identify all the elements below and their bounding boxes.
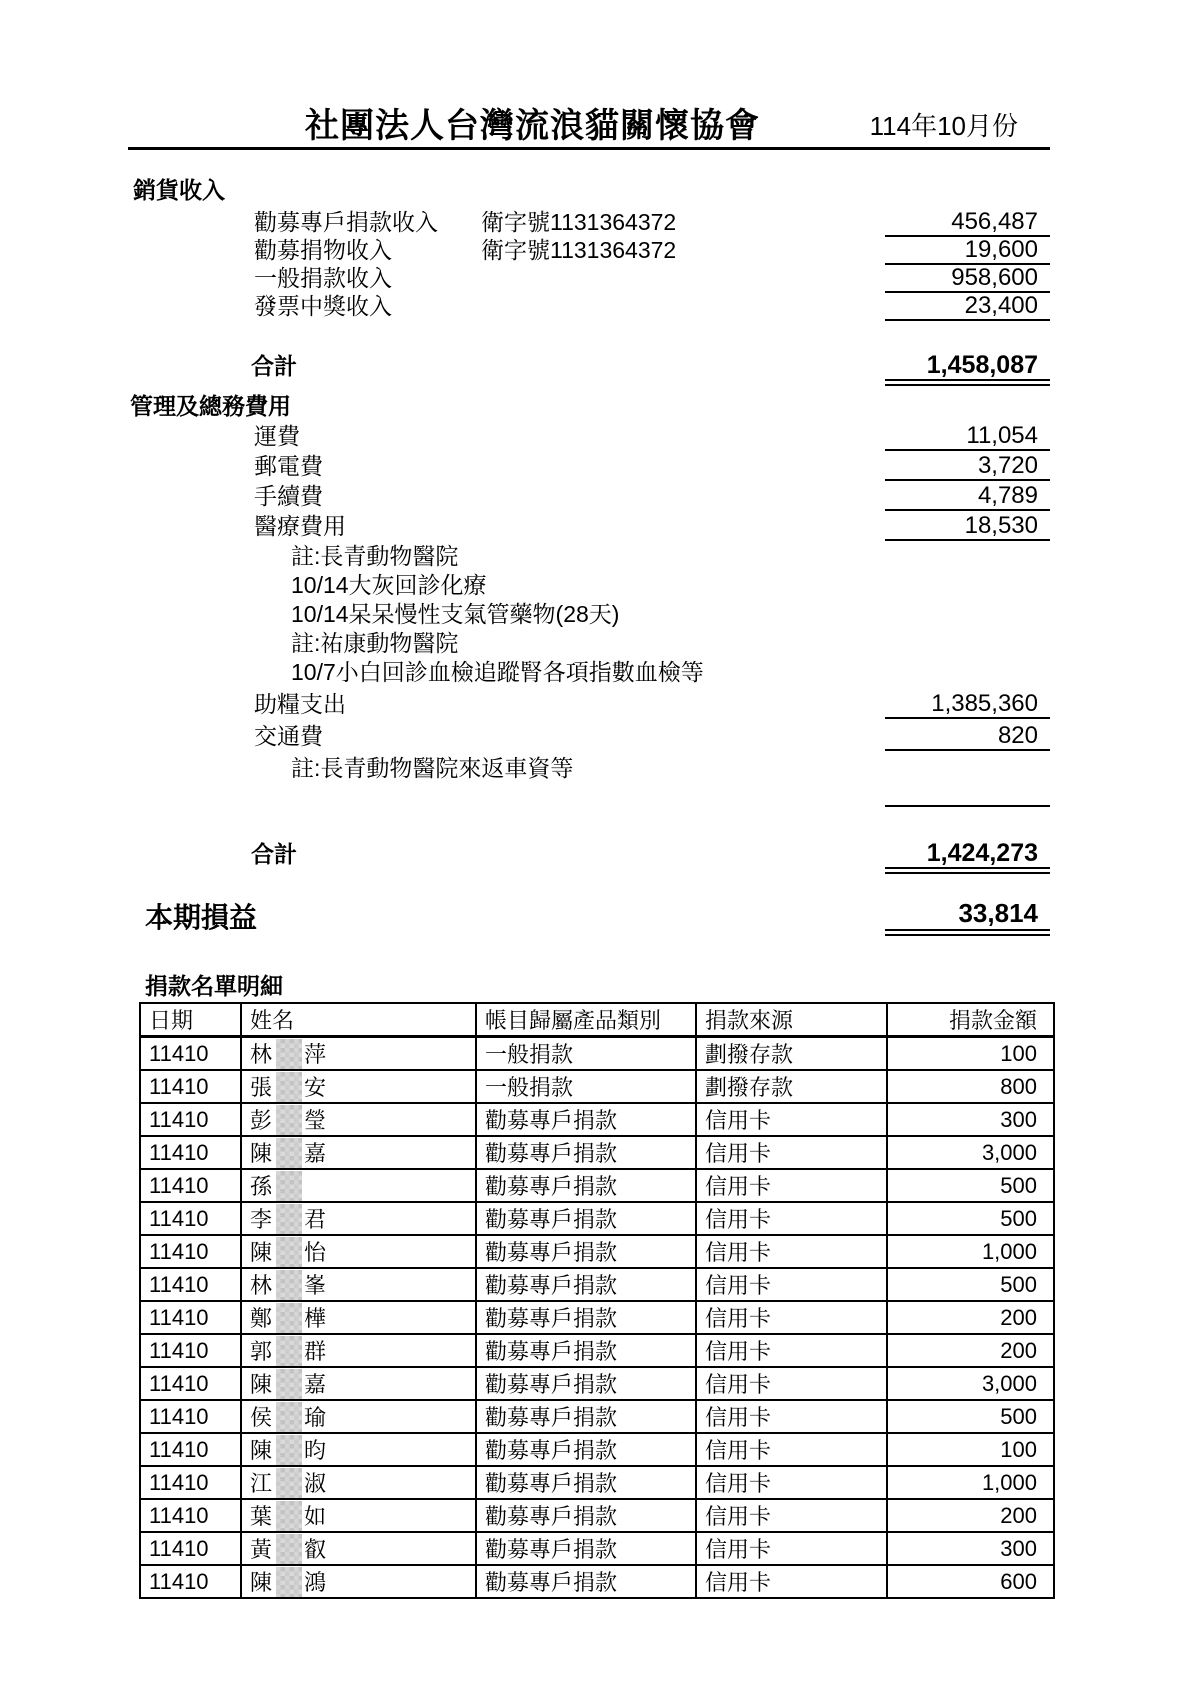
- expense-row-label: 郵電費: [254, 453, 323, 479]
- column-header-amount: 捐款金額: [887, 1003, 1054, 1037]
- donation-date: 11410: [140, 1334, 241, 1367]
- expense-row: [0, 690, 1191, 718]
- expense-row-amount: 18,530: [885, 512, 1050, 541]
- donation-source: 信用卡: [696, 1202, 887, 1235]
- donation-category: 勸募專戶捐款: [476, 1301, 696, 1334]
- donation-amount: 800: [887, 1070, 1054, 1103]
- donation-date: 11410: [140, 1268, 241, 1301]
- expense-row: [0, 422, 1191, 450]
- donor-name: [241, 1334, 476, 1367]
- donation-amount: 300: [887, 1532, 1054, 1565]
- donation-source: 信用卡: [696, 1400, 887, 1433]
- donation-row: [140, 1499, 1054, 1532]
- donation-category: 勸募專戶捐款: [476, 1532, 696, 1565]
- donation-row: [140, 1301, 1054, 1334]
- expense-section-heading: 管理及總務費用: [130, 393, 291, 419]
- expense-total-label: 合計: [251, 841, 297, 867]
- expense-row: [0, 452, 1191, 480]
- expense-row: [0, 512, 1191, 540]
- donation-category: 勸募專戶捐款: [476, 1367, 696, 1400]
- donor-name: [241, 1565, 476, 1598]
- income-row-amount: 23,400: [885, 292, 1050, 321]
- donation-source: 信用卡: [696, 1169, 887, 1202]
- donor-name: [241, 1235, 476, 1268]
- donor-surname: 黃: [250, 1537, 273, 1562]
- medical-note: 註:祐康動物醫院: [291, 630, 459, 656]
- donor-surname: 陳: [250, 1240, 273, 1265]
- expense-row-label: 運費: [254, 423, 300, 449]
- donation-source: 信用卡: [696, 1334, 887, 1367]
- donation-date: 11410: [140, 1433, 241, 1466]
- donation-amount: 500: [887, 1268, 1054, 1301]
- donor-given-name: 昀: [304, 1438, 327, 1463]
- donor-given-name: 叡: [304, 1537, 327, 1562]
- expense-row-label: 助糧支出: [254, 691, 346, 717]
- donor-name: [241, 1301, 476, 1334]
- expense-row: [0, 482, 1191, 510]
- donor-surname: 侯: [250, 1405, 273, 1430]
- expense-row-label: 交通費: [254, 723, 323, 749]
- donation-source: 信用卡: [696, 1268, 887, 1301]
- donation-row: [140, 1433, 1054, 1466]
- donation-source: 信用卡: [696, 1532, 887, 1565]
- donation-category: 勸募專戶捐款: [476, 1268, 696, 1301]
- donation-amount: 3,000: [887, 1367, 1054, 1400]
- donor-given-name: 瑜: [304, 1405, 327, 1430]
- donation-amount: 600: [887, 1565, 1054, 1598]
- redacted-name-block: [276, 1402, 302, 1433]
- donor-surname: 張: [250, 1075, 273, 1100]
- donation-source: 劃撥存款: [696, 1037, 887, 1071]
- donation-category: 一般捐款: [476, 1070, 696, 1103]
- donation-amount: 500: [887, 1202, 1054, 1235]
- income-total-amount: 1,458,087: [885, 352, 1050, 386]
- donation-category: 勸募專戶捐款: [476, 1466, 696, 1499]
- donation-amount: 500: [887, 1400, 1054, 1433]
- medical-note: 10/14大灰回診化療: [291, 572, 487, 598]
- donation-category: 勸募專戶捐款: [476, 1499, 696, 1532]
- donor-surname: 陳: [250, 1372, 273, 1397]
- header-rule: [128, 147, 1050, 150]
- donation-row: [140, 1103, 1054, 1136]
- report-period: 114年10月份: [869, 111, 1018, 141]
- donation-row: [140, 1070, 1054, 1103]
- net-income-label: 本期損益: [145, 902, 258, 933]
- redacted-name-block: [276, 1171, 302, 1202]
- income-row-label: 發票中獎收入: [254, 293, 392, 319]
- donation-amount: 100: [887, 1037, 1054, 1071]
- donor-name: [241, 1202, 476, 1235]
- donation-list-heading: 捐款名單明細: [145, 973, 283, 999]
- subtotal-rule: [885, 805, 1050, 807]
- donor-name: [241, 1268, 476, 1301]
- donor-given-name: 淑: [304, 1471, 327, 1496]
- column-header-source: 捐款來源: [696, 1003, 887, 1037]
- donation-date: 11410: [140, 1235, 241, 1268]
- expense-total-amount: 1,424,273: [885, 840, 1050, 874]
- donation-source: 信用卡: [696, 1565, 887, 1598]
- donation-date: 11410: [140, 1499, 241, 1532]
- income-row: [0, 264, 1191, 292]
- donation-source: 信用卡: [696, 1301, 887, 1334]
- donor-given-name: 嘉: [304, 1372, 327, 1397]
- donor-given-name: 鴻: [304, 1570, 327, 1595]
- donor-given-name: 群: [304, 1339, 327, 1364]
- income-row-amount: 456,487: [885, 208, 1050, 237]
- expense-row: [0, 722, 1191, 750]
- donation-amount: 3,000: [887, 1136, 1054, 1169]
- donation-row: [140, 1037, 1054, 1071]
- transport-note: 註:長青動物醫院來返車資等: [291, 755, 574, 781]
- medical-note: 10/14呆呆慢性支氣管藥物(28天): [291, 601, 620, 627]
- column-header-name: 姓名: [241, 1003, 476, 1037]
- income-section-heading: 銷貨收入: [133, 177, 225, 203]
- income-row: [0, 208, 1191, 236]
- donor-given-name: 嘉: [304, 1141, 327, 1166]
- donor-surname: 林: [250, 1273, 273, 1298]
- donation-amount: 300: [887, 1103, 1054, 1136]
- donation-source: 信用卡: [696, 1103, 887, 1136]
- donation-date: 11410: [140, 1202, 241, 1235]
- income-row: [0, 292, 1191, 320]
- donor-given-name: 怡: [304, 1240, 327, 1265]
- redacted-name-block: [276, 1435, 302, 1466]
- donation-row: [140, 1532, 1054, 1565]
- redacted-name-block: [276, 1303, 302, 1334]
- income-total-row: [0, 352, 1191, 380]
- donation-row: [140, 1202, 1054, 1235]
- expense-row-label: 手續費: [254, 483, 323, 509]
- redacted-name-block: [276, 1336, 302, 1367]
- donation-date: 11410: [140, 1103, 241, 1136]
- donation-category: 勸募專戶捐款: [476, 1433, 696, 1466]
- donor-given-name: 樺: [304, 1306, 327, 1331]
- donation-source: 信用卡: [696, 1367, 887, 1400]
- donor-name: [241, 1136, 476, 1169]
- donor-given-name: 如: [304, 1504, 327, 1529]
- donor-given-name: 安: [304, 1075, 327, 1100]
- donor-surname: 江: [250, 1471, 273, 1496]
- redacted-name-block: [276, 1237, 302, 1268]
- donation-date: 11410: [140, 1070, 241, 1103]
- donation-amount: 200: [887, 1301, 1054, 1334]
- donation-category: 勸募專戶捐款: [476, 1334, 696, 1367]
- expense-row-amount: 820: [885, 722, 1050, 751]
- donation-date: 11410: [140, 1169, 241, 1202]
- donation-table-body: [140, 1037, 1054, 1599]
- donor-name: [241, 1169, 476, 1202]
- donation-table: [139, 1002, 1055, 1599]
- medical-note: 註:長青動物醫院: [291, 543, 459, 569]
- donor-name: [241, 1037, 476, 1071]
- redacted-name-block: [276, 1204, 302, 1235]
- donation-category: 勸募專戶捐款: [476, 1202, 696, 1235]
- donation-source: 信用卡: [696, 1466, 887, 1499]
- donor-given-name: 萍: [304, 1042, 327, 1067]
- donor-name: [241, 1400, 476, 1433]
- donation-date: 11410: [140, 1136, 241, 1169]
- income-total-label: 合計: [251, 353, 297, 379]
- income-row-label: 勸募捐物收入: [254, 237, 392, 263]
- donation-category: 勸募專戶捐款: [476, 1400, 696, 1433]
- donor-name: [241, 1070, 476, 1103]
- redacted-name-block: [276, 1072, 302, 1103]
- donation-amount: 200: [887, 1334, 1054, 1367]
- income-row-note: 衛字號1131364372: [481, 237, 677, 263]
- donation-amount: 1,000: [887, 1235, 1054, 1268]
- donation-row: [140, 1334, 1054, 1367]
- expense-row-label: 醫療費用: [254, 513, 346, 539]
- donor-name: [241, 1532, 476, 1565]
- donation-amount: 100: [887, 1433, 1054, 1466]
- income-row-label: 一般捐款收入: [254, 265, 392, 291]
- donation-category: 勸募專戶捐款: [476, 1565, 696, 1598]
- donation-category: 勸募專戶捐款: [476, 1235, 696, 1268]
- donation-row: [140, 1466, 1054, 1499]
- income-row-amount: 958,600: [885, 264, 1050, 293]
- redacted-name-block: [276, 1270, 302, 1301]
- donation-source: 信用卡: [696, 1136, 887, 1169]
- organization-title: 社團法人台灣流浪貓關懷協會: [305, 107, 760, 145]
- redacted-name-block: [276, 1501, 302, 1532]
- donation-amount: 200: [887, 1499, 1054, 1532]
- income-row-label: 勸募專戶捐款收入: [254, 209, 438, 235]
- donor-name: [241, 1433, 476, 1466]
- donation-category: 勸募專戶捐款: [476, 1136, 696, 1169]
- donor-surname: 孫: [250, 1174, 273, 1199]
- income-row: [0, 236, 1191, 264]
- donation-row: [140, 1136, 1054, 1169]
- donation-source: 劃撥存款: [696, 1070, 887, 1103]
- expense-row-amount: 4,789: [885, 482, 1050, 511]
- donation-row: [140, 1169, 1054, 1202]
- donor-surname: 陳: [250, 1141, 273, 1166]
- income-row-note: 衛字號1131364372: [481, 209, 677, 235]
- donation-row: [140, 1400, 1054, 1433]
- donor-surname: 彭: [250, 1108, 273, 1133]
- donation-date: 11410: [140, 1565, 241, 1598]
- donation-row: [140, 1268, 1054, 1301]
- donor-name: [241, 1103, 476, 1136]
- donation-category: 勸募專戶捐款: [476, 1103, 696, 1136]
- donation-date: 11410: [140, 1466, 241, 1499]
- donor-surname: 葉: [250, 1504, 273, 1529]
- donation-date: 11410: [140, 1367, 241, 1400]
- redacted-name-block: [276, 1369, 302, 1400]
- redacted-name-block: [276, 1567, 302, 1598]
- donor-surname: 郭: [250, 1339, 273, 1364]
- redacted-name-block: [276, 1138, 302, 1169]
- donation-table-header-row: [140, 1003, 1054, 1037]
- redacted-name-block: [276, 1039, 302, 1070]
- donation-row: [140, 1367, 1054, 1400]
- medical-note: 10/7小白回診血檢追蹤腎各項指數血檢等: [291, 659, 704, 685]
- expense-row-amount: 1,385,360: [885, 690, 1050, 719]
- donation-amount: 500: [887, 1169, 1054, 1202]
- donation-category: 勸募專戶捐款: [476, 1169, 696, 1202]
- donation-date: 11410: [140, 1301, 241, 1334]
- expense-row-amount: 11,054: [885, 422, 1050, 451]
- donation-date: 11410: [140, 1400, 241, 1433]
- redacted-name-block: [276, 1534, 302, 1565]
- donor-name: [241, 1499, 476, 1532]
- donation-source: 信用卡: [696, 1499, 887, 1532]
- expense-total-row: [0, 840, 1191, 868]
- donor-surname: 陳: [250, 1438, 273, 1463]
- donation-row: [140, 1565, 1054, 1598]
- redacted-name-block: [276, 1468, 302, 1499]
- donor-surname: 李: [250, 1207, 273, 1232]
- redacted-name-block: [276, 1105, 302, 1136]
- donor-surname: 林: [250, 1042, 273, 1067]
- donor-surname: 陳: [250, 1570, 273, 1595]
- donation-date: 11410: [140, 1037, 241, 1071]
- donation-category: 一般捐款: [476, 1037, 696, 1071]
- donor-name: [241, 1466, 476, 1499]
- income-row-amount: 19,600: [885, 236, 1050, 265]
- net-income-amount: 33,814: [885, 898, 1050, 936]
- expense-row-amount: 3,720: [885, 452, 1050, 481]
- donation-amount: 1,000: [887, 1466, 1054, 1499]
- donation-date: 11410: [140, 1532, 241, 1565]
- donor-given-name: 君: [304, 1207, 327, 1232]
- donor-given-name: 瑩: [304, 1108, 327, 1133]
- donation-row: [140, 1235, 1054, 1268]
- donation-source: 信用卡: [696, 1235, 887, 1268]
- donation-source: 信用卡: [696, 1433, 887, 1466]
- column-header-date: 日期: [140, 1003, 241, 1037]
- column-header-category: 帳目歸屬產品類別: [476, 1003, 696, 1037]
- donor-surname: 鄭: [250, 1306, 273, 1331]
- donor-given-name: 峯: [304, 1273, 327, 1298]
- donor-name: [241, 1367, 476, 1400]
